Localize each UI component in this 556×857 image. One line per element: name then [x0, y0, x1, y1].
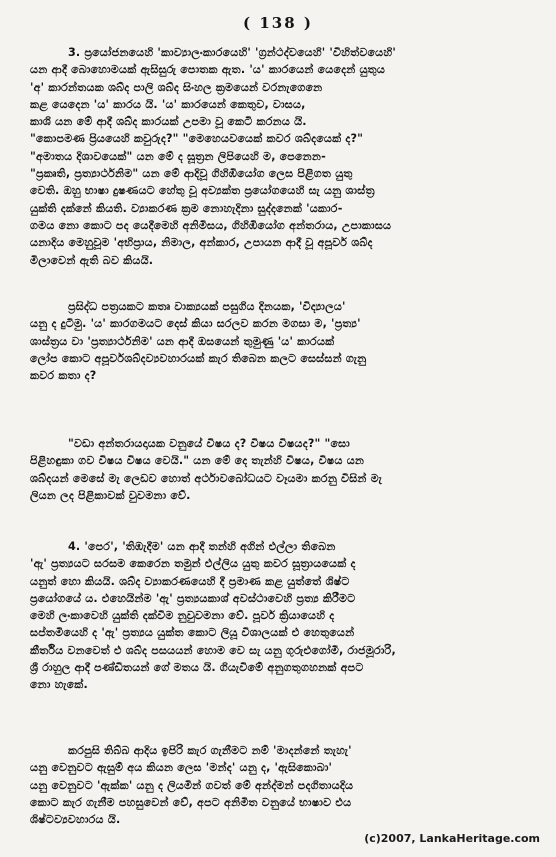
- paragraph-quotation: [30, 435, 538, 504]
- copyright-notice: (c)2007, LankaHeritage.com: [364, 832, 540, 845]
- text-line: ප්‍රසිද්ධ පත්‍රයකට කතෘ වාක්‍යයක් පසුගිය දිනයක, 'විද්‍යාලය': [68, 300, 346, 313]
- paragraph-closing: [30, 742, 538, 828]
- text-line: ශාස්ත්‍රය වා 'ප්‍රත්‍යාර්ථනිම' යන ආදී ඔසයෙන් තුමුණු 'ය' කාරයක්: [30, 334, 335, 348]
- text-line: 'අ' කාරන්තයක ශබ්ද පාලි ශබ්ද සිංහල ක්‍රමයෙන් වරනැගෙනෙ: [30, 80, 323, 94]
- text-line: 3. ප්‍රයෝජනයෙහි 'කාව්‍යාලංකාරයෙහි' 'ග්‍රන්ථද්වයෙහි' 'විහිත්වයෙහි': [68, 46, 396, 59]
- text-line: ලෝප කොට අපූර්වශබ්දව්‍යවහාරයක් කැර තිබෙන කලට සෙස්සන් ගැනු: [30, 351, 367, 365]
- paragraph-printed-example: [30, 298, 538, 384]
- text-line: කොට කැර ගැනීම පහසුවෙන් වේ, අපට අනිමිත වනුයේ භාෂාව එය: [30, 795, 352, 809]
- text-line: කරපුසි තිබ්බ ආදිය ඉපිරි කැර ගැනීමට නම් 'මාදන්නේ තැහැ': [68, 744, 352, 757]
- text-line: ප්‍රයෝගයේ ය. එහෙයින්ම 'ඇ' ප්‍රත්‍යයකාශ් අවස්ථාවෙහි ප්‍රත්‍ය කිරීමට: [30, 591, 356, 605]
- text-line: කීර්තිය වනවෙත් එ ශබ්ද පසයයන් හොම වෙ සැ යනු ගුරුළුගෝමී, රාජමූරාරි,: [30, 643, 396, 657]
- paragraph-3: [30, 44, 538, 269]
- text-line: යුක්ති දක්නේ කියති. ව්‍යාකරණ ක්‍රම නොහැදිනා සුද්දනෙක් 'යකාර-: [30, 201, 343, 215]
- text-line: ලියන ලද පිළිකාවක් වුවමනා වේ.: [30, 488, 191, 502]
- text-line: සප්තමියෙහි ද 'ඇ' ප්‍රත්‍යය යුක්ත කොට ලියූ විශාලයක් එ හෙතුයෙන්: [30, 626, 355, 640]
- text-line: "කොපමණ ප්‍රියයෙහි කවුරුද?" "මෙහෙයවයෙක් කවර ශබ්දයෙක් ද?": [30, 132, 364, 146]
- text-line: 4. 'පෙර', 'තිඹැදීම' යන ආදී තන්හි අගින් එල්ලා තිබෙන: [68, 540, 336, 553]
- text-line: "වඩා අන්තරායදායක වනුයේ විෂය ද? විෂය විෂයද?" "සො: [68, 437, 350, 450]
- text-line: ශිෂ්ටව්‍යවහාරය යි.: [30, 813, 121, 827]
- text-line: කාශි යන මේ ආදී ශබ්ද කාරයක් උපමා වූ කෙටි කරනය යි.: [30, 115, 307, 129]
- text-line: යනු ද දුටිමු. 'ය' කාරගමයට දෙස් කියා සරලව කරන මගසා ම, 'ප්‍රත්‍ය': [30, 317, 361, 331]
- text-line: 'ඇ' ප්‍රත්‍යයට සරසම කෙරෙන තමුන් එල්ලිය යුතු කවර සූත්‍රායයෙක් ද: [30, 557, 356, 571]
- text-line: ගමය නො කොට පද යෙදීමෙහි අනිමිසය, ගිහිඹියෝග අන්තරාය, උපාකාසය: [30, 218, 392, 232]
- text-line: මිලාවෙන් ඇති බව කියයි.: [30, 253, 154, 267]
- text-line: "අමාතය දිශාවයෙක්" යන මේ ද සූත්‍රන ලිපියෙහි ම, පෙනෙන-: [30, 149, 326, 163]
- text-line: පිළිහඳුකා ගව විෂය විෂය වෙයි." යන මේ දෙ තැන්හි විෂය, විෂය යන: [30, 454, 365, 468]
- text-line: කවර කතා ද?: [30, 369, 97, 383]
- text-line: යන ආදී බොහොමයක් ඇසිසුරු පොතක ඇත. 'ය' කාරයෙන් යෙදෙන් යුතුය: [30, 63, 386, 77]
- text-line: යනු වෙනුවට ඇසුම් අය කියන ලෙස 'මන්ද' යනු ද, 'ඇසිකොබා': [30, 761, 333, 775]
- text-line: යනාදිය මෙහුවූම 'අභිප්‍රාය, නිමාල, අන්කාර, උපායන ආදී වූ අපූර්ව ශබ්ද: [30, 236, 373, 250]
- text-line: යනු වෙනුවට 'ඇක්ක' යනු ද ලියමින් ගවත් මේ අන්ද්මන් පදගිතායදිය: [30, 778, 354, 792]
- text-line: මෙහි ලංකාවෙහි යුක්ති දක්වීම නුවුවමනා වේ. පූර්ව ක්‍රියායෙහි ද: [30, 609, 335, 623]
- text-line: වෙති. ඔහු භාෂා දුෂණයට හේතු වූ අව්‍යක්ත ප්‍රයෝගයෙහි සැ යනු ශාස්ත්‍ර: [30, 184, 375, 198]
- text-line: නො හැකේ.: [30, 678, 88, 692]
- text-line: ශ්‍රී රාහුල ආදී පණ්ඩිතයන් ගේ මතය යි. ගියැවිමේ අනුගතුගහනක් අපට: [30, 661, 364, 675]
- text-line: ශබ්දයන් මෙසේ මැ ලෙඩව හොත් අර්ථාවබෝධයට වෑයමා කරනු විසින් මැ: [30, 471, 382, 485]
- page-number: ( 138 ): [243, 14, 313, 32]
- text-line: කළ යෙදෙන 'ය' කාරය යි. 'ය' කාරයෙන් කෙතුව, වාසය,: [30, 97, 306, 111]
- paragraph-4: [30, 538, 538, 694]
- text-line: යනුත් හො කියයි. ශබ්ද ව්‍යාකරණයෙහි දී ප්‍රමාණ කළ යුත්තේ ශිෂ්ට: [30, 574, 350, 588]
- text-line: "ප්‍රකෘති, ප්‍රත්‍යාර්ථනිම" යන මේ ආදිවූ ගිහිඹියෝග ලෙස පිළිගත යුතු: [30, 167, 353, 181]
